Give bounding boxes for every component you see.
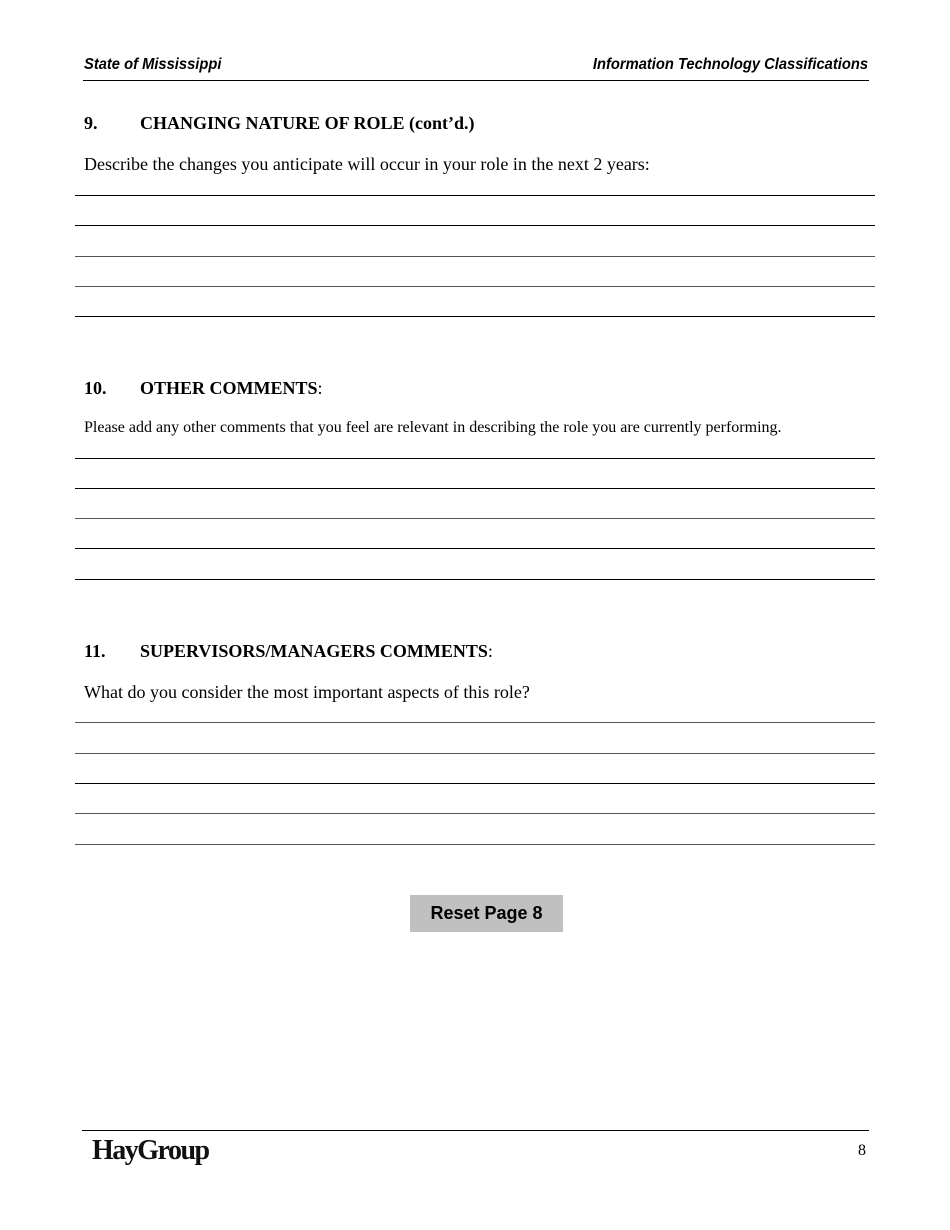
section-9-answer-line-2[interactable] xyxy=(75,225,875,226)
page-number: 8 xyxy=(858,1142,866,1159)
haygroup-logo: HayGroup xyxy=(92,1135,209,1166)
header-organization: State of Mississippi xyxy=(84,56,222,73)
section-9-prompt: Describe the changes you anticipate will occur in your role in the next 2 years: xyxy=(84,154,650,174)
section-11-number: 11. xyxy=(84,641,106,661)
section-9-title: CHANGING NATURE OF ROLE (cont’d.) xyxy=(140,113,475,133)
section-9-answer-line-1[interactable] xyxy=(75,195,875,196)
section-9-heading xyxy=(84,113,475,134)
section-10-answer-line-1[interactable] xyxy=(75,458,875,459)
page-header xyxy=(83,56,869,81)
section-11-heading xyxy=(84,641,493,662)
section-10-answer-line-5[interactable] xyxy=(75,579,875,580)
section-11-prompt: What do you consider the most important aspects of this role? xyxy=(84,682,530,702)
section-11-title: SUPERVISORS/MANAGERS COMMENTS xyxy=(140,641,488,661)
section-11-answer-line-5[interactable] xyxy=(75,844,875,845)
section-10-answer-line-3[interactable] xyxy=(75,518,875,519)
section-11-colon: : xyxy=(487,641,493,661)
section-10-number: 10. xyxy=(84,378,107,398)
header-document-title: Information Technology Classifications xyxy=(592,56,868,73)
reset-page-button[interactable]: Reset Page 8 xyxy=(410,895,563,932)
section-9-answer-line-3[interactable] xyxy=(75,256,875,257)
section-10-title: OTHER COMMENTS xyxy=(140,378,318,398)
section-9-answer-line-5[interactable] xyxy=(75,316,875,317)
section-9-answer-line-4[interactable] xyxy=(75,286,875,287)
section-11-answer-line-2[interactable] xyxy=(75,753,875,754)
section-10-prompt: Please add any other comments that you feel are relevant in describing the role you are currently performing. xyxy=(84,419,782,436)
section-9-number: 9. xyxy=(84,113,98,133)
section-10-colon: : xyxy=(317,378,323,398)
section-11-answer-line-3[interactable] xyxy=(75,783,875,784)
section-10-heading xyxy=(84,378,323,399)
section-11-answer-line-4[interactable] xyxy=(75,813,875,814)
section-11-answer-line-1[interactable] xyxy=(75,722,875,723)
footer-divider xyxy=(82,1130,869,1131)
section-10-answer-line-2[interactable] xyxy=(75,488,875,489)
section-10-answer-line-4[interactable] xyxy=(75,548,875,549)
